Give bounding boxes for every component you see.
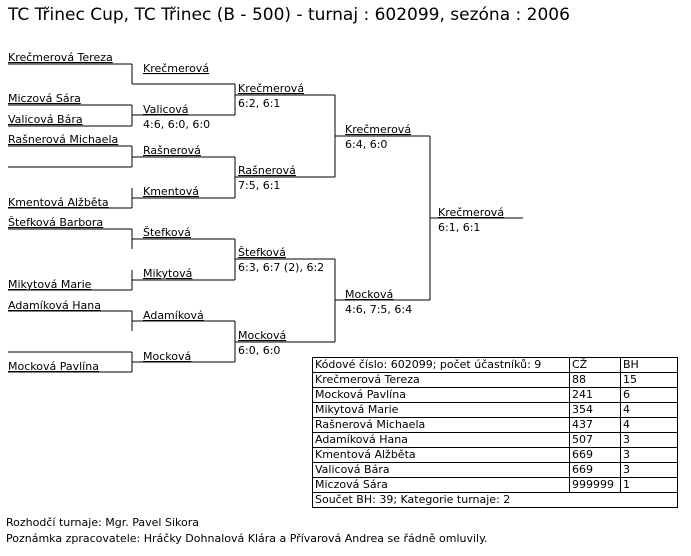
summary-footer: Součet BH: 39; Kategorie turnaje: 2 [313, 493, 678, 508]
round1-player-1: Krečmerová Tereza [8, 51, 113, 64]
round3-score-1: 6:2, 6:1 [238, 97, 281, 110]
table-row: Miczová Sára 999999 1 [313, 478, 678, 493]
winner-name: Krečmerová [438, 206, 505, 219]
round3-player-3: Štefková [238, 246, 286, 259]
round2-player-2: Valicová [143, 103, 189, 116]
referee-line: Rozhodčí turnaje: Mgr. Pavel Sikora [6, 516, 199, 529]
summary-header-row [313, 358, 678, 373]
round4-player-1: Krečmerová [345, 123, 412, 136]
round2-score-2: 4:6, 6:0, 6:0 [143, 118, 211, 131]
round4-player-2: Mocková [345, 288, 394, 301]
summary-footer-row [313, 493, 678, 508]
summary-col-cz: CŽ [570, 358, 621, 373]
round2-player-7: Adamíková [143, 309, 204, 322]
round4-score-2: 4:6, 7:5, 6:4 [345, 303, 413, 316]
round2-player-8: Mocková [143, 350, 192, 363]
round1-player-7: Mikytová Marie [8, 278, 92, 291]
summary-col-bh: BH [621, 358, 678, 373]
round3-player-4: Mocková [238, 329, 287, 342]
round1-player-9: Mocková Pavlína [8, 360, 99, 373]
table-row: Rašnerová Michaela 437 4 [313, 418, 678, 433]
page-title: TC Třinec Cup, TC Třinec (B - 500) - turnaj : 602099, sezóna : 2006 [8, 5, 570, 25]
table-row: Valicová Bára 669 3 [313, 463, 678, 478]
round2-player-3: Rašnerová [143, 144, 201, 157]
table-row: Mikytová Marie 354 4 [313, 403, 678, 418]
round1-player-8: Adamíková Hana [8, 299, 102, 312]
table-row: Mocková Pavlína 241 6 [313, 388, 678, 403]
round4-score-1: 6:4, 6:0 [345, 138, 388, 151]
round1-player-5: Kmentová Alžběta [8, 196, 109, 209]
round3-score-2: 7:5, 6:1 [238, 179, 281, 192]
round3-score-3: 6:3, 6:7 (2), 6:2 [238, 261, 325, 274]
table-row: Krečmerová Tereza 88 15 [313, 373, 678, 388]
round2-player-5: Štefková [143, 226, 191, 239]
summary-table [312, 357, 678, 508]
round2-player-4: Kmentová [143, 185, 199, 198]
round3-player-1: Krečmerová [238, 82, 305, 95]
processor-note: Poznámka zpracovatele: Hráčky Dohnalová Klára a Přívarová Andrea se řádně omluvily. [6, 532, 488, 545]
summary-header: Kódové číslo: 602099; počet účastníků: 9 [313, 358, 570, 373]
round1-player-2: Miczová Sára [8, 92, 81, 105]
round1-player-6: Štefková Barbora [8, 216, 104, 229]
round3-score-4: 6:0, 6:0 [238, 344, 281, 357]
round3-player-2: Rašnerová [238, 164, 296, 177]
round2-player-6: Mikytová [143, 267, 193, 280]
round1-player-4: Rašnerová Michaela [8, 133, 119, 146]
round1-player-3: Valicová Bára [8, 113, 83, 126]
table-row: Adamíková Hana 507 3 [313, 433, 678, 448]
round2-player-1: Krečmerová [143, 62, 210, 75]
table-row: Kmentová Alžběta 669 3 [313, 448, 678, 463]
winner-score: 6:1, 6:1 [438, 221, 481, 234]
